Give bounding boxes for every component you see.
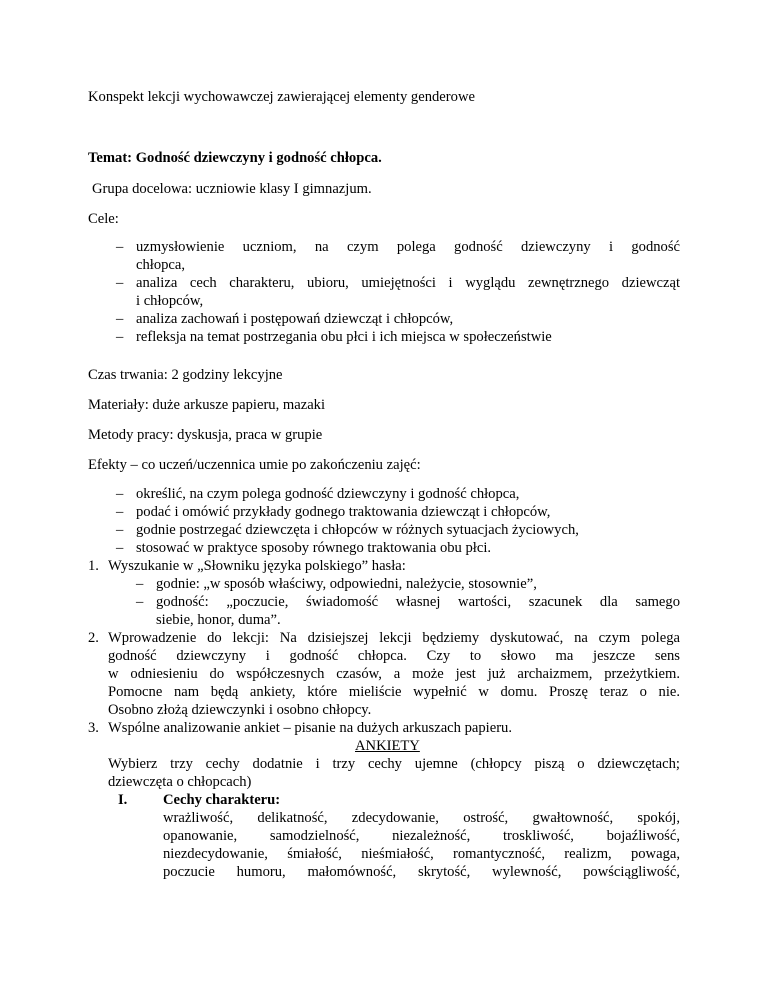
section-title: Cechy charakteru:: [163, 792, 281, 808]
goal-item-cont: chłopca,: [136, 257, 186, 273]
effect-item: określić, na czym polega godność dziewczyny i godność chłopca,: [136, 486, 520, 502]
step-number: 1.: [88, 558, 99, 574]
target-group: Grupa docelowa: uczniowie klasy I gimnazjum.: [92, 181, 372, 197]
effect-item: godnie postrzegać dziewczęta i chłopców w różnych sytuacjach życiowych,: [136, 522, 579, 538]
definition-item-cont: siebie, honor, duma”.: [156, 612, 281, 628]
materials: Materiały: duże arkusze papieru, mazaki: [88, 397, 326, 413]
step-text-cont: Osobno złożą dziewczynki i osobno chłopcy.: [108, 702, 372, 718]
step-text: Wyszukanie w „Słowniku języka polskiego” hasła:: [108, 558, 406, 574]
effect-bullet: –: [116, 522, 124, 538]
goal-item: uzmysłowienie uczniom, na czym polega godność dziewczyny i godność: [136, 239, 680, 255]
step-text-cont: godność dziewczyny i godność chłopca. Czy to słowo ma jeszcze sens: [108, 648, 680, 664]
goal-item: refleksja na temat postrzegania obu płci i ich miejsca w społeczeństwie: [136, 329, 552, 345]
step-text: Wspólne analizowanie ankiet – pisanie na dużych arkuszach papieru.: [108, 720, 513, 736]
goal-bullet: –: [116, 311, 124, 327]
survey-heading: ANKIETY: [355, 738, 420, 754]
step-number: 3.: [88, 720, 99, 736]
goal-item: analiza zachowań i postępowań dziewcząt i chłopców,: [136, 311, 454, 327]
survey-intro: Wybierz trzy cechy dodatnie i trzy cechy ujemne (chłopcy piszą o dziewczętach;: [108, 756, 680, 772]
effect-bullet: –: [116, 504, 124, 520]
effect-item: stosować w praktyce sposoby równego traktowania obu płci.: [136, 540, 492, 556]
definition-bullet: –: [136, 594, 144, 610]
effect-item: podać i omówić przykłady godnego traktowania dziewcząt i chłopców,: [136, 504, 551, 520]
goal-bullet: –: [116, 275, 124, 291]
definition-item: godnie: „w sposób właściwy, odpowiedni, należycie, stosownie”,: [156, 576, 537, 592]
effect-bullet: –: [116, 486, 124, 502]
step-text: Wprowadzenie do lekcji: Na dzisiejszej lekcji będziemy dyskutować, na czym polega: [108, 630, 680, 646]
methods: Metody pracy: dyskusja, praca w grupie: [88, 427, 323, 443]
definition-bullet: –: [136, 576, 144, 592]
step-number: 2.: [88, 630, 99, 646]
survey-intro-cont: dziewczęta o chłopcach): [108, 774, 252, 790]
section-number: I.: [118, 792, 128, 808]
effects-label: Efekty – co uczeń/uczennica umie po zakończeniu zajęć:: [88, 457, 421, 473]
goals-label: Cele:: [88, 211, 119, 227]
traits-line: opanowanie, samodzielność, niezależność, troskliwość, bojaźliwość,: [163, 828, 680, 844]
step-text-cont: w odniesieniu do współczesnych czasów, a może jest już archaizmem, przeżytkiem.: [108, 666, 680, 682]
document-title: Konspekt lekcji wychowawczej zawierającej elementy genderowe: [88, 89, 475, 105]
lesson-topic: Temat: Godność dziewczyny i godność chłopca.: [88, 150, 382, 166]
step-text-cont: Pomocne nam będą ankiety, które mieliście wypełnić w domu. Proszę teraz o nie.: [108, 684, 680, 700]
duration: Czas trwania: 2 godziny lekcyjne: [88, 367, 283, 383]
goal-item-cont: i chłopców,: [136, 293, 204, 309]
traits-line: niezdecydowanie, śmiałość, nieśmiałość, romantyczność, realizm, powaga,: [163, 846, 680, 862]
goal-bullet: –: [116, 239, 124, 255]
definition-item: godność: „poczucie, świadomość własnej wartości, szacunek dla samego: [156, 594, 680, 610]
traits-line: wrażliwość, delikatność, zdecydowanie, ostrość, gwałtowność, spokój,: [163, 810, 680, 826]
goal-item: analiza cech charakteru, ubioru, umiejętności i wyglądu zewnętrznego dziewcząt: [136, 275, 680, 291]
effect-bullet: –: [116, 540, 124, 556]
traits-line: poczucie humoru, małomówność, skrytość, wylewność, powściągliwość,: [163, 864, 680, 880]
goal-bullet: –: [116, 329, 124, 345]
